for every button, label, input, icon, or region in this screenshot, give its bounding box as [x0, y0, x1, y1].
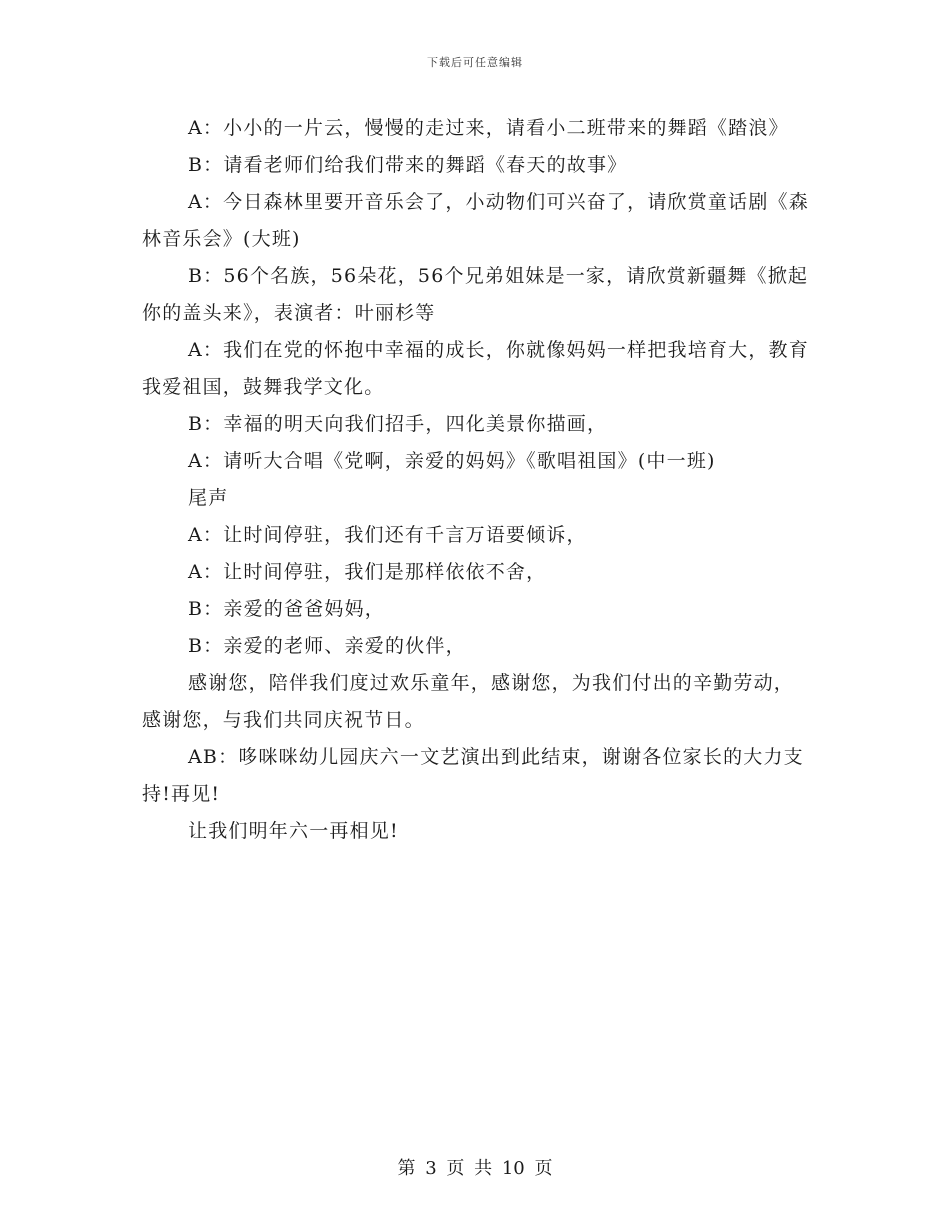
paragraph: A：我们在党的怀抱中幸福的成长，你就像妈妈一样把我培育大，教育我爱祖国，鼓舞我学文化。: [142, 339, 809, 398]
paragraph: B：请看老师们给我们带来的舞蹈《春天的故事》: [188, 154, 628, 176]
section-heading: 尾声: [188, 487, 229, 509]
paragraph: B：幸福的明天向我们招手，四化美景你描画，: [188, 413, 608, 435]
page-number-footer: 第 3 页 共 10 页: [397, 1158, 553, 1179]
paragraph: B：亲爱的老师、亲爱的伙伴，: [188, 635, 466, 657]
paragraph: B：亲爱的爸爸妈妈，: [188, 598, 385, 620]
document-body: [142, 110, 812, 850]
paragraph: 感谢您，陪伴我们度过欢乐童年，感谢您，为我们付出的辛勤劳动，感谢您，与我们共同庆祝节日。: [142, 672, 795, 731]
paragraph: A：小小的一片云，慢慢的走过来，请看小二班带来的舞蹈《踏浪》: [188, 117, 789, 139]
paragraph: A：今日森林里要开音乐会了，小动物们可兴奋了，请欣赏童话剧《森林音乐会》(大班): [142, 191, 809, 250]
paragraph: AB：哆咪咪幼儿园庆六一文艺演出到此结束，谢谢各位家长的大力支持!再见!: [142, 746, 804, 805]
paragraph: A：让时间停驻，我们还有千言万语要倾诉，: [188, 524, 587, 546]
page-header: 下载后可任意编辑: [427, 56, 523, 69]
paragraph: A：请听大合唱《党啊，亲爱的妈妈》《歌唱祖国》(中一班): [188, 450, 716, 472]
paragraph: B：56个名族，56朵花，56个兄弟姐妹是一家，请欣赏新疆舞《掀起你的盖头来》，表演者：叶丽杉等: [142, 265, 809, 324]
paragraph: 让我们明年六一再相见!: [188, 820, 399, 842]
paragraph: A：让时间停驻，我们是那样依依不舍，: [188, 561, 547, 583]
